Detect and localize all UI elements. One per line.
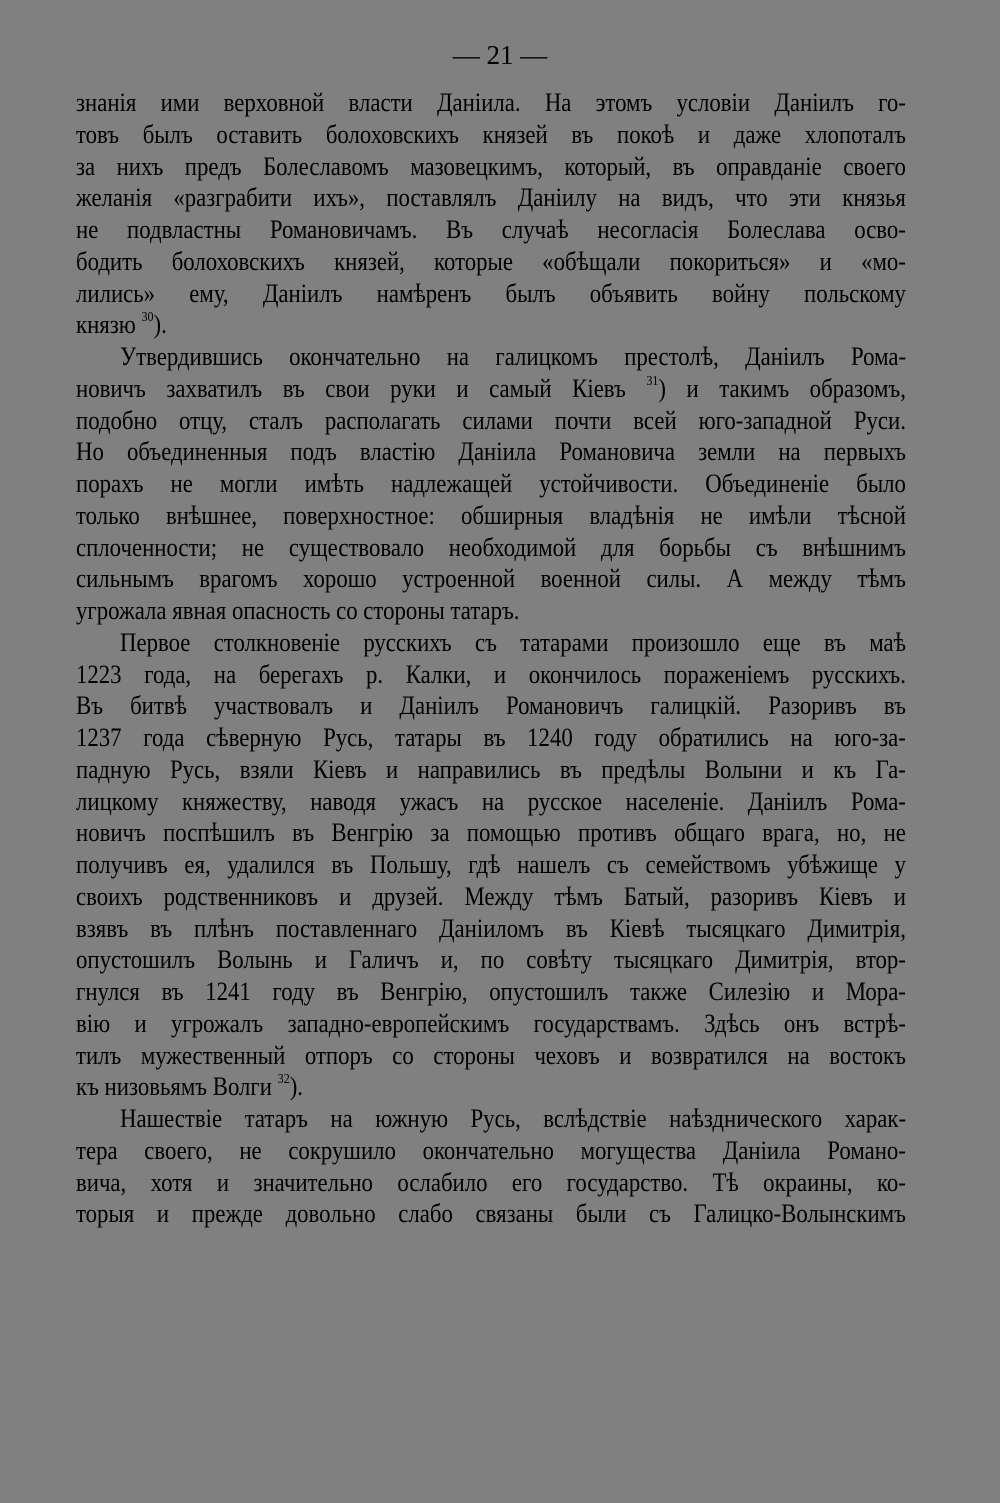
text-line	[76, 942, 906, 976]
line-text: взявъ въ плѣнъ поставленнаго Даніиломъ въ Кіевѣ тысяцкаго Димитрія,	[76, 912, 906, 943]
line-text: сильнымъ врагомъ хорошо устроенной военной силы. А между тѣмъ	[76, 563, 906, 594]
text-line	[76, 498, 906, 532]
text-line	[76, 593, 906, 627]
line-text: новичъ поспѣшилъ въ Венгрію за помощью противъ общаго врага, но, не	[76, 817, 906, 848]
line-text: гнулся въ 1241 году въ Венгрію, опустошилъ также Силезію и Мора-	[76, 976, 906, 1006]
line-text: Утвердившись окончательно на галицкомъ престолѣ, Даніилъ Рома-	[120, 341, 907, 371]
line-text: тера своего, не сокрушило окончательно могущества Даніила Романо-	[76, 1134, 906, 1165]
text-line	[76, 244, 906, 278]
line-text: подобно отцу, сталъ располагать силами почти всей юго-западной Руси.	[76, 404, 906, 435]
text-line	[76, 1006, 906, 1040]
line-text: князю	[76, 309, 136, 340]
text-line	[76, 720, 906, 754]
line-text: угрожала явная опасность со стороны татаръ.	[76, 595, 520, 625]
line-text-after-footnote: ).	[153, 309, 167, 340]
text-line	[76, 1038, 906, 1072]
text-line	[76, 466, 906, 500]
text-line	[76, 657, 906, 691]
footnote-marker: 31	[646, 373, 659, 389]
line-text: знанія ими верховной власти Даніила. На этомъ условіи Даніилъ го-	[76, 87, 906, 117]
line-text: падную Русь, взяли Кіевъ и направились въ предѣлы Волыни и къ Га-	[76, 753, 906, 784]
text-line	[76, 561, 906, 595]
page-number: — 21 —	[452, 40, 548, 70]
line-text: Нашествіе татаръ на южную Русь, вслѣдствіе наѣзднического харак-	[120, 1103, 907, 1133]
line-text: лицкому княжеству, наводя ужасъ на русское населеніе. Даніилъ Рома-	[76, 785, 906, 816]
text-line	[120, 625, 906, 659]
line-text: товъ былъ оставить болоховскихъ князей въ покоѣ и даже хлопоталъ	[76, 118, 906, 149]
text-line	[76, 815, 906, 849]
line-text: торыя и прежде довольно слабо связаны были съ Галицко-Волынскимъ	[76, 1198, 906, 1229]
line-text: порахъ не могли имѣть надлежащей устойчивости. Объединеніе было	[76, 468, 906, 498]
text-line	[76, 371, 906, 405]
text-line	[76, 149, 906, 183]
line-text: за нихъ предъ Болеславомъ мазовецкимъ, который, въ оправданіе своего	[76, 150, 906, 181]
line-text: лились» ему, Даніилъ намѣренъ былъ объявить войну польскому	[76, 277, 906, 308]
text-line	[76, 1133, 906, 1167]
text-line	[76, 752, 906, 786]
text-line	[76, 530, 906, 564]
text-line	[120, 1101, 906, 1135]
line-text: сплоченности; не существовало необходимой для борьбы съ внѣшнимъ	[76, 531, 906, 562]
text-line	[76, 403, 906, 437]
line-text: тилъ мужественный отпоръ со стороны чеховъ и возвратился на востокъ	[76, 1039, 906, 1070]
text-line	[76, 117, 906, 151]
text-line	[76, 688, 906, 722]
line-text: не подвластны Романовичамъ. Въ случаѣ несогласія Болеслава осво-	[76, 214, 906, 244]
text-line	[76, 1069, 906, 1103]
line-text: къ низовьямъ Волги	[76, 1071, 272, 1102]
text-line	[76, 85, 906, 119]
line-text-after-footnote: ) и такимъ образомъ,	[658, 372, 906, 403]
text-line	[76, 180, 906, 214]
footnote-marker: 30	[141, 310, 154, 326]
line-text: 1237 года сѣверную Русь, татары въ 1240 году обратились на юго-за-	[76, 722, 906, 752]
line-text: новичъ захватилъ въ свои руки и самый Кіевъ	[76, 372, 626, 403]
line-text: 1223 года, на берегахъ р. Калки, и окончилось пораженіемъ русскихъ.	[76, 658, 906, 689]
line-text: желанія «разграбити ихъ», поставлялъ Даніилу на видъ, что эти князья	[76, 182, 906, 213]
line-text: своихъ родственниковъ и друзей. Между тѣмъ Батый, разоривъ Кіевъ и	[76, 880, 906, 911]
line-text: только внѣшнее, поверхностное: обширныя владѣнія не имѣли тѣсной	[76, 499, 906, 530]
text-line	[76, 974, 906, 1008]
line-text: получивъ ея, удалился въ Польшу, гдѣ нашелъ съ семействомъ убѣжище у	[76, 849, 906, 879]
text-line	[120, 339, 906, 373]
text-line	[76, 879, 906, 913]
text-line	[76, 212, 906, 246]
text-line	[76, 276, 906, 310]
line-text: Но объединенныя подъ властію Даніила Романовича земли на первыхъ	[76, 436, 906, 467]
text-line	[76, 1196, 906, 1230]
text-line	[76, 1165, 906, 1199]
line-text: вича, хотя и значительно ослабило его государство. Тѣ окраины, ко-	[76, 1166, 906, 1197]
line-text: бодить болоховскихъ князей, которые «обѣщали покориться» и «мо-	[76, 245, 906, 276]
text-line	[76, 784, 906, 818]
line-text: вію и угрожалъ западно-европейскимъ государствамъ. Здѣсь онъ встрѣ-	[76, 1007, 906, 1038]
text-line	[76, 434, 906, 468]
line-text-after-footnote: ).	[289, 1071, 303, 1102]
text-line	[76, 847, 906, 881]
line-text: Въ битвѣ участвовалъ и Даніилъ Романовичъ галицкій. Разоривъ въ	[76, 690, 906, 721]
line-text: опустошилъ Волынь и Галичъ и, по совѣту тысяцкаго Димитрія, втор-	[76, 944, 906, 975]
text-line	[76, 911, 906, 945]
footnote-marker: 32	[277, 1072, 290, 1088]
text-line	[76, 307, 906, 341]
line-text: Первое столкновеніе русскихъ съ татарами произошло еще въ маѣ	[120, 626, 907, 657]
